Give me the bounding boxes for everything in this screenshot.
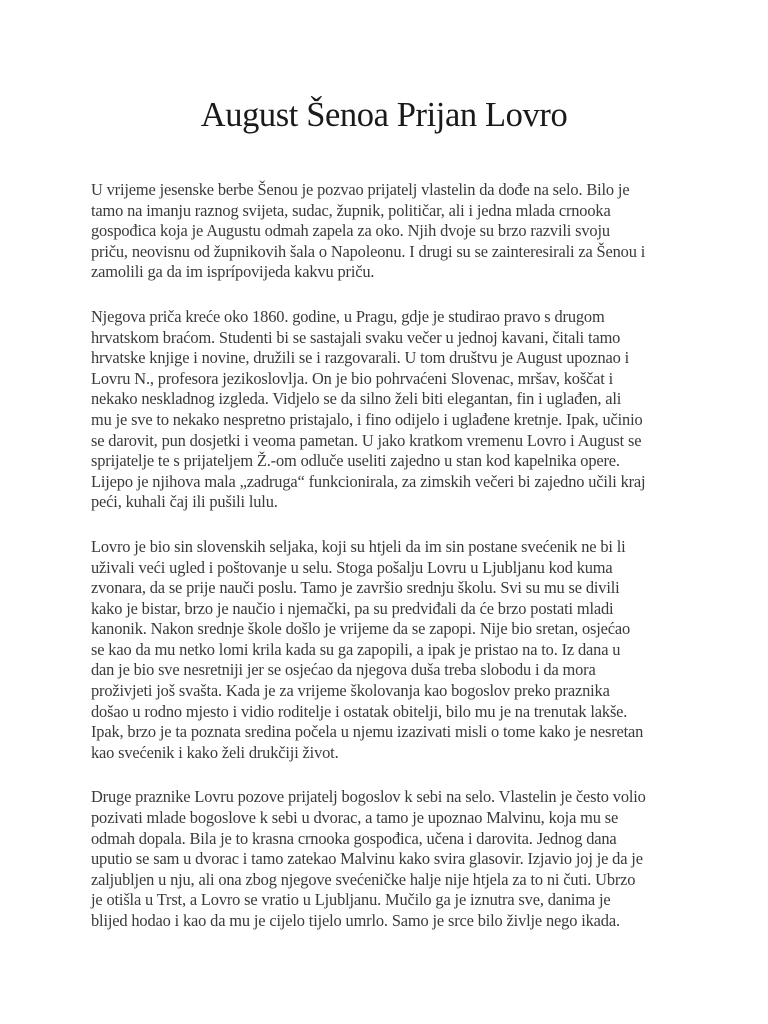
text-line: zamolili ga da im isprípovijeda kakvu priču.: [91, 262, 375, 282]
text-line: došao u rodno mjesto i vidio roditelje i ostatak obitelji, bilo mu je na trenutak lakše.: [91, 701, 628, 721]
text-line: U vrijeme jesenske berbe Šenou je pozvao prijatelj vlastelin da dođe na selo. Bilo je: [91, 180, 630, 199]
text-line: zvonara, da se prije nauči poslu. Tamo je završio srednju školu. Svi su mu se divili: [91, 578, 620, 598]
paragraph: [91, 180, 681, 283]
text-line: odmah dopala. Bila je to krasna crnooka gospođica, učena i darovita. Jednog dana: [91, 828, 617, 848]
text-line: peći, kuhali čaj ili pušili lulu.: [91, 492, 278, 512]
text-line: priču, neovisnu od župnikovih šala o Napoleonu. I drugi su se zainteresirali za Šenou i: [91, 241, 646, 261]
text-line: mu je sve to nekako nespretno pristajalo, i fino odijelo i uglađene kretnje. Ipak, učinio: [91, 409, 643, 429]
text-line: Druge praznike Lovru pozove prijatelj bogoslov k sebi na selo. Vlastelin je često volio: [91, 787, 646, 807]
text-line: hrvatske knjige i novine, družili se i razgovarali. U tom društvu je August upoznao i: [91, 348, 630, 368]
text-line: Lovro je bio sin slovenskih seljaka, koji su htjeli da im sin postane svećenik ne bi li: [91, 536, 626, 556]
text-line: tamo na imanju raznog svijeta, sudac, župnik, političar, ali i jedna mlada crnooka: [91, 200, 611, 220]
paragraph: [91, 307, 681, 513]
text-line: uživali veći ugled i poštovanje u selu. Stoga pošalju Lovru u Ljubljanu kod kuma: [91, 557, 613, 577]
document-title: August Šenoa Prijan Lovro: [200, 96, 568, 134]
text-line: kao svećenik i kako želi drukčiji život.: [91, 742, 339, 762]
text-line: gospođica koja je Augustu odmah zapela za oko. Njih dvoje su brzo razvili svoju: [91, 221, 610, 241]
text-line: kanonik. Nakon srednje škole došlo je vrijeme da se zapopi. Nije bio sretan, osjećao: [91, 619, 631, 639]
text-line: Ipak, brzo je ta poznata sredina počela u njemu izazivati misli o tome kako je nesretan: [91, 722, 644, 742]
text-line: zaljubljen u nju, ali ona zbog njegove svećeničke halje nije htjela za to ni čuti. Ubrzo: [91, 869, 636, 889]
document-body: [91, 180, 681, 956]
text-line: nekako neskladnog izgleda. Vidjelo se da silno želi biti elegantan, fin i uglađen, ali: [91, 389, 622, 409]
text-line: proživjeti još svašta. Kada je za vrijeme školovanja kao bogoslov preko praznika: [91, 681, 610, 701]
text-line: uputio se sam u dvorac i tamo zatekao Malvinu kako svira glasovir. Izjavio joj je da je: [91, 849, 643, 869]
text-line: Njegova priča kreće oko 1860. godine, u Pragu, gdje je studirao pravo s drugom: [91, 306, 605, 326]
text-line: kako je bistar, brzo je naučio i njemački, pa su predviđali da će brzo postati mladi: [91, 598, 614, 618]
text-line: pozivati mlade bogoslove k sebi u dvorac, a tamo je upoznao Malvinu, koja mu se: [91, 808, 619, 828]
text-line: Lovru N., profesora jezikoslovlja. On je bio pohrvaćeni Slovenac, mršav, koščat i: [91, 368, 614, 388]
text-line: blijed hodao i kao da mu je cijelo tijelo umrlo. Samo je srce bilo življe nego ikada.: [91, 911, 620, 930]
paragraph: [91, 787, 681, 931]
text-line: se kao da mu netko lomi krila kada su ga zapopili, a ipak je pristao na to. Iz dana u: [91, 639, 621, 659]
text-line: dan je bio sve nesretniji jer se osjećao da njegova duša treba slobodu i da mora: [91, 660, 596, 680]
text-line: sprijatelje te s prijateljem Ž.-om odluče useliti zajedno u stan kod kapelnika opere.: [91, 451, 620, 471]
text-line: je otišla u Trst, a Lovro se vratio u Ljubljanu. Mučilo ga je iznutra sve, danima je: [91, 890, 611, 910]
text-line: se darovit, pun dosjetki i veoma pametan. U jako kratkom vremenu Lovro i August se: [91, 430, 642, 450]
text-line: hrvatskom braćom. Studenti bi se sastajali svaku večer u jednoj kavani, čitali tamo: [91, 327, 621, 347]
text-line: Lijepo je njihova mala „zadruga“ funkcionirala, za zimskih večeri bi zajedno učili kraj: [91, 471, 646, 491]
paragraph: [91, 537, 681, 764]
